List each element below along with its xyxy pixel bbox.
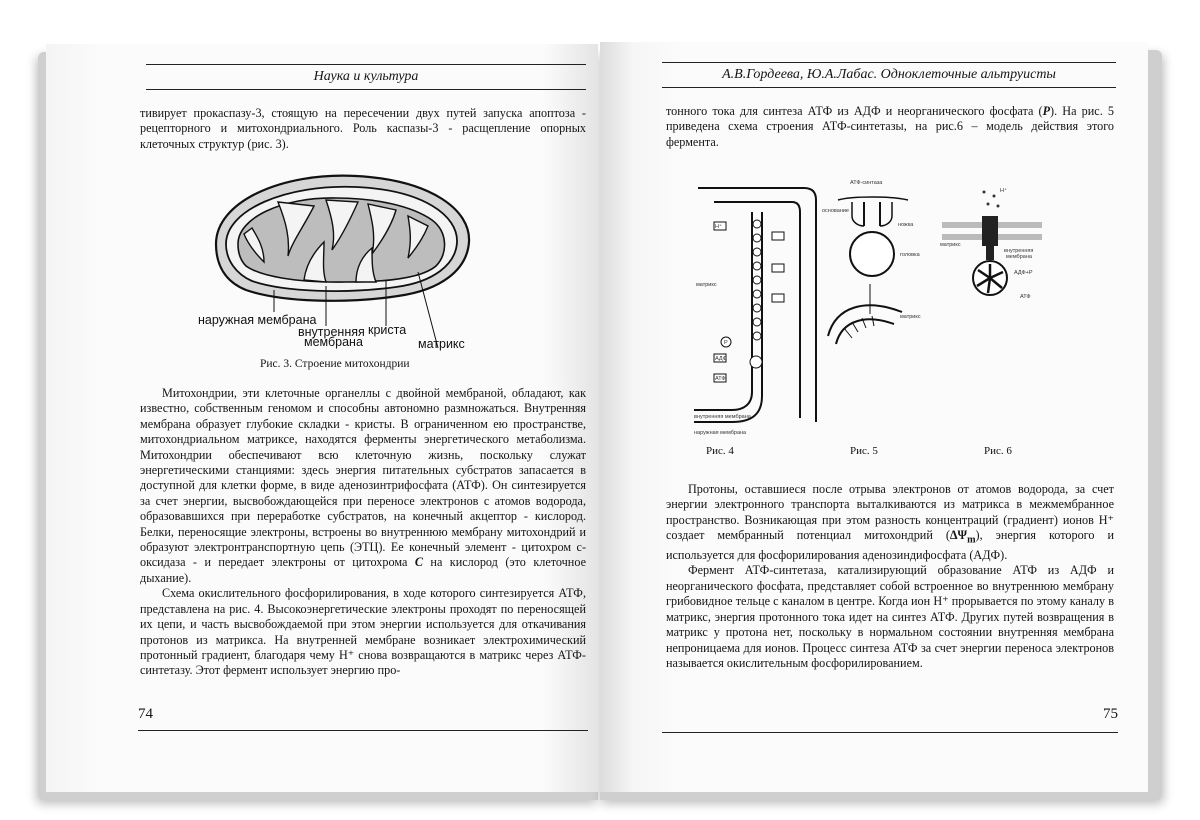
left-running-header: Наука и культура bbox=[146, 64, 586, 90]
fig3-caption: Рис. 3. Строение митохондрии bbox=[260, 358, 410, 370]
fig6-label-h: H⁺ bbox=[1000, 188, 1007, 194]
fig6-label-inner-membrane-2: мембрана bbox=[1006, 254, 1032, 260]
label-inner-membrane-2: мембрана bbox=[304, 335, 363, 349]
left-paragraph-2: Митохондрии, эти клеточные органеллы с двойной мембраной, обладают, как известно, собственным геномом и способны автономно размножаться. Внутренняя мембрана образует глубокие складки - кристы. В ограниченном ею пространстве, митохондриальном матриксе, находятся ферменты энергетического метаболизма. Митохондрии обеспечивают всю клеточную жизнь, поскольку служат энергетическими станциями: здесь энергия питательных субстратов запасается в доступной для клетки форме, в виде аденозинтрифосфата (АТФ). Он синтезируется за счет энергии, высвобождающейся при переносе электронов с атомов водорода, образовавшихся при переработке субстратов, на конечный акцептор - кислород. Белки, переносящие электроны, встроены во внутреннюю мембрану митохондрий и образуют электронтранспортную цепь (ЭТЦ). Ее конечный элемент - цитохром с-оксидаза - и передает электроны от цитохрома C на кислород (это клеточное дыхание). Схема окислительного фосфорилирования, в ходе которого синтезируется АТФ, представлена на рис. 4. Высокоэнергетические электроны проходят по переносящей их цепи, и часть высвобождаемой при этом энергии используется для откачивания протонов из матрикса. На внутренней мембране возникает электрохимический протонный градиент, благодаря чему H⁺ снова возвращаются в матрикс через АТФ-синтетазу. Этот фермент использует энергию про- bbox=[140, 386, 586, 678]
fig4-label-p: P bbox=[724, 340, 728, 346]
right-page-number: 75 bbox=[1103, 706, 1118, 722]
right-running-header: А.В.Гордеева, Ю.А.Лабас. Одноклеточные альтруисты bbox=[662, 62, 1116, 88]
fig5-atp-synthase-structure bbox=[822, 176, 934, 366]
fig4-label-adp: АДФ bbox=[715, 356, 727, 362]
right-paragraph-3: Фермент АТФ-синтетаза, катализирующий образование АТФ из АДФ и неорганического фосфата, представляет собой встроенное во внутреннюю мембрану грибовидное тельце с каналом в центре. Когда ион H⁺ прорывается по этому каналу в матрикс, энергия протонного тока идет на синтез АТФ. Других путей возвращения в матрикс у протона нет, поскольку в нормальном состоянии внутренняя мембрана непроницаема для ионов. Процесс синтеза АТФ за счет энергии переноса электронов называется окислительным фосфорилированием. bbox=[666, 563, 1114, 670]
fig5-label-base: основание bbox=[822, 208, 849, 214]
fig4-label-outer-membrane: наружная мембрана bbox=[694, 430, 747, 436]
left-paragraph-3: Схема окислительного фосфорилирования, в ходе которого синтезируется АТФ, представлена на рис. 4. Высокоэнергетические электроны проходят по переносящей их цепи, и часть высвобождаемой при этом энергии используется для откачивания протонов из матрикса. На внутренней мембране возникает электрохимический протонный градиент, благодаря чему H⁺ снова возвращаются в матрикс через АТФ-синтетазу. Этот фермент использует энергию про- bbox=[140, 586, 586, 678]
fig5-label-matrix: матрикс bbox=[900, 314, 921, 320]
label-outer-membrane: наружная мембрана bbox=[198, 313, 317, 327]
label-crista: криста bbox=[368, 323, 407, 337]
membrane-potential-symbol: ΔΨ bbox=[949, 528, 968, 543]
fig6-caption: Рис. 6 bbox=[984, 445, 1012, 457]
right-paragraph-2: Протоны, оставшиеся после отрыва электронов от атомов водорода, за счет энергии электронного транспорта выталкиваются из матрикса в межмембранное пространство. Возникающая при этом разность концентраций (градиент) ионов H⁺ создает мембранный потенциал митохондрий $(\Delta\Psi_m)$, энергия которого и используется для фосфорилирования аденозиндифосфата (АДФ). Фермент АТФ-синтетаза, катализирующий образование АТФ из АДФ и неорганического фосфата, представляет собой встроенное во внутреннюю мембрану грибовидное тельце с каналом в центре. Когда ион H⁺ прорывается по этому каналу в матрикс, энергия протонного тока идет на синтез АТФ. Других путей возвращения в матрикс у протона нет, поскольку в нормальном состоянии внутренняя мембрана непроницаема для ионов. Процесс синтеза АТФ за счет энергии переноса электронов называется окислительным фосфорилированием. bbox=[666, 482, 1114, 670]
right-paragraph-1: тонного тока для синтеза АТФ из АДФ и неорганического фосфата (P). На рис. 5 приведена схема строения АТФ-синтетазы, на рис.6 – модель действия этого фермента. bbox=[666, 104, 1114, 149]
figure-captions-row bbox=[666, 438, 1114, 462]
right-footer-rule bbox=[662, 732, 1118, 733]
mitochondria-figure bbox=[186, 162, 506, 342]
fig4-caption: Рис. 4 bbox=[706, 445, 734, 457]
label-inner-membrane-1: внутренняя bbox=[298, 325, 365, 339]
fig6-label-atp: АТФ bbox=[1020, 294, 1031, 300]
cytochrome-c-var: C bbox=[414, 555, 423, 570]
left-page-number: 74 bbox=[138, 706, 153, 722]
left-footer-rule bbox=[138, 730, 588, 731]
fig5-label-atp-synthase: АТФ-синтаза bbox=[850, 180, 883, 186]
fig4-label-inner-membrane: внутренняя мембрана bbox=[694, 414, 751, 420]
fig5-label-head: головка bbox=[900, 252, 920, 258]
fig4-label-atp: АТФ bbox=[715, 376, 726, 382]
left-paragraph-1: тивирует прокаспазу-3, стоящую на пересечении двух путей запуска апоптоза - рецепторного и митохондриального. Роль каспазы-3 - расщепление опорных клеточных структур (рис. 3). bbox=[140, 106, 586, 151]
fig4-label-matrix: матрикс bbox=[696, 282, 717, 288]
fig6-label-matrix: матрикс bbox=[940, 242, 961, 248]
left-page bbox=[46, 44, 598, 792]
fig6-label-inner-membrane-1: внутренняя bbox=[1004, 248, 1034, 254]
fig6-label-adp-p: АДФ+P bbox=[1014, 270, 1033, 276]
fig4-oxidative-phosphorylation bbox=[692, 182, 822, 442]
fig4-label-h-plus: H⁺ bbox=[715, 224, 722, 230]
fig6-atp-synthase-model bbox=[940, 182, 1060, 312]
fig5-caption: Рис. 5 bbox=[850, 445, 878, 457]
label-matrix: матрикс bbox=[418, 337, 465, 351]
fig5-label-stalk: ножка bbox=[898, 222, 914, 228]
right-page bbox=[600, 42, 1148, 792]
